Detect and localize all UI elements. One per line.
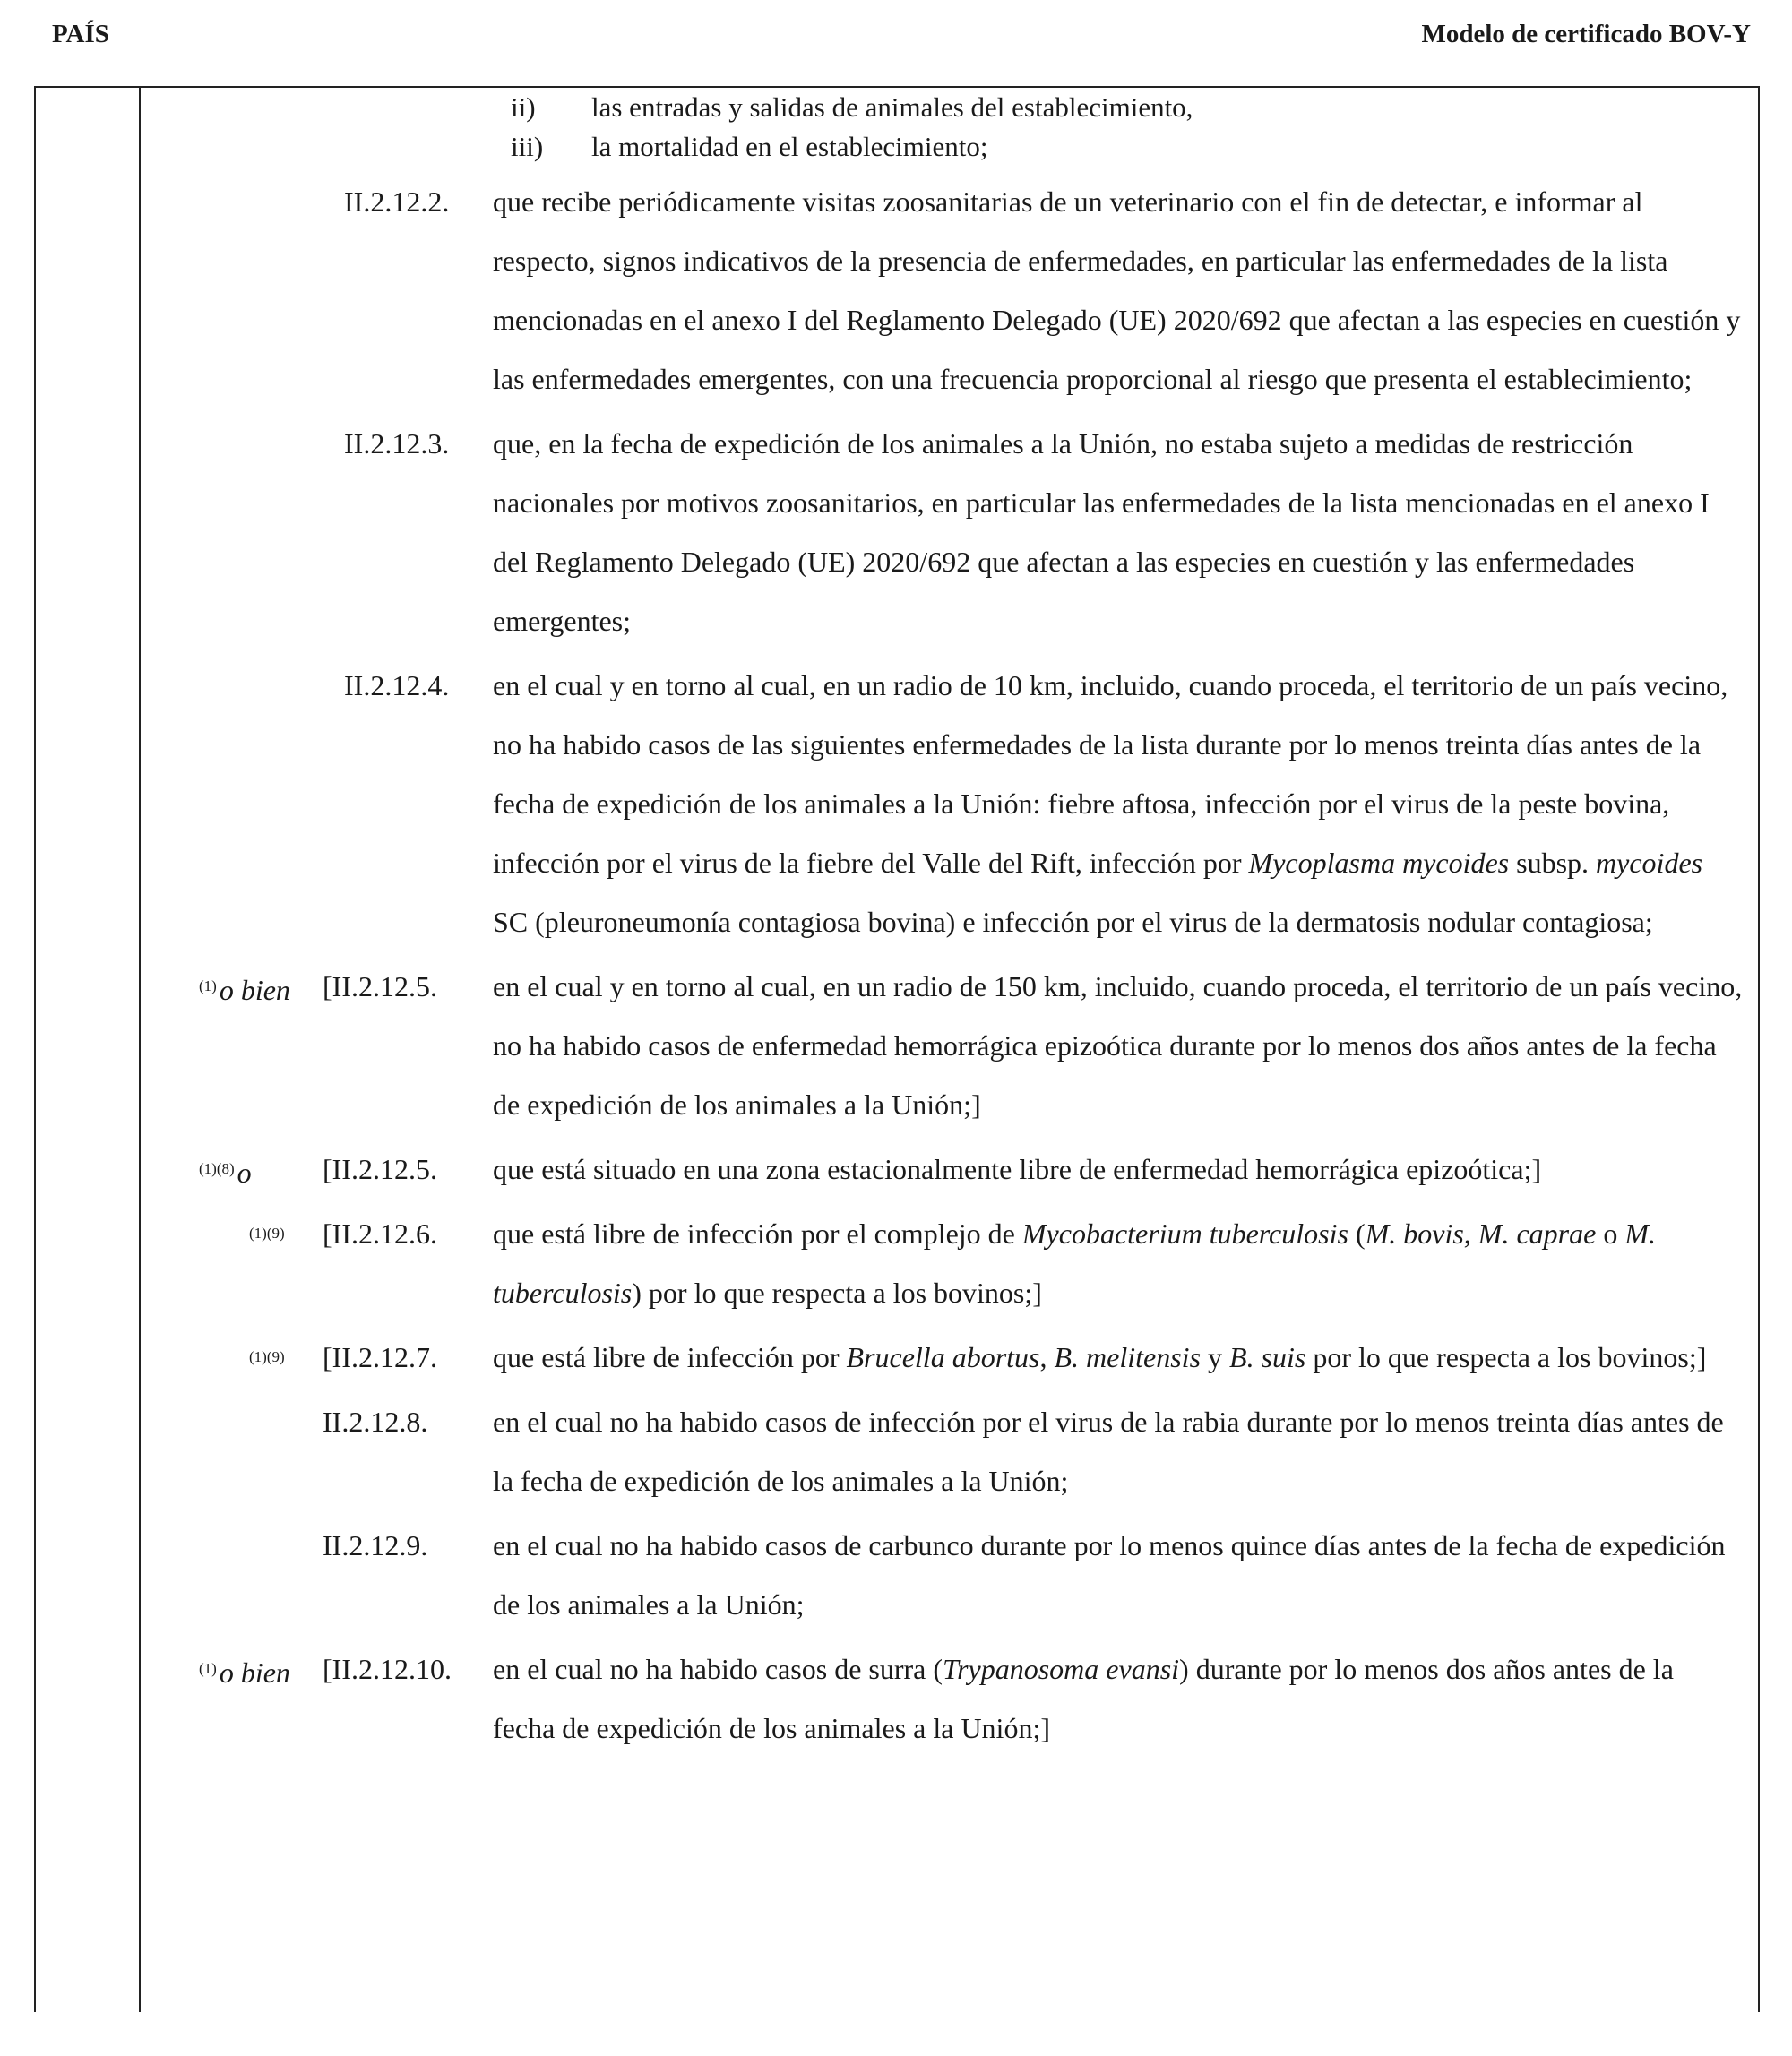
- footnote-ref: (1): [199, 977, 217, 994]
- clause-row: [0, 1516, 1792, 1634]
- footnote-ref: (1): [199, 1660, 217, 1677]
- clause-row: [0, 1204, 1792, 1322]
- clause-row: [0, 1392, 1792, 1510]
- clause-text: en el cual y en torno al cual, en un radio de 10 km, incluido, cuando proceda, el territorio de un país vecino, no ha habido casos de las siguientes enfermedades de la lista durante por lo menos treinta días antes de la fecha de expedición de los animales a la Unión: fiebre aftosa, infección por el virus de la peste bovina, infección por el virus de la fiebre del Valle del Rift, infección por Mycoplasma mycoides subsp. mycoides SC (pleuroneumonía contagiosa bovina) e infección por el virus de la dermatosis nodular contagiosa;: [493, 669, 1728, 938]
- header-model: Modelo de certificado BOV-Y: [1421, 20, 1751, 48]
- clause-text: que, en la fecha de expedición de los animales a la Unión, no estaba sujeto a medidas de restricción nacionales por motivos zoosanitarios, en particular las enfermedades de la lista mencionadas en el anexo I del Reglamento Delegado (UE) 2020/692 que afectan a las especies en cuestión y las enfermedades emergentes;: [493, 427, 1710, 637]
- clause-number: [II.2.12.5.: [323, 970, 437, 1002]
- footnote-ref: (1)(9): [249, 1225, 285, 1242]
- clause-row: [0, 656, 1792, 951]
- clause-row: [0, 957, 1792, 1134]
- subitem-number: ii): [511, 91, 536, 123]
- clause-text: en el cual no ha habido casos de carbunco durante por lo menos quince días antes de la fecha de expedición de los animales a la Unión;: [493, 1529, 1726, 1621]
- clause-text: en el cual y en torno al cual, en un radio de 150 km, incluido, cuando proceda, el territorio de un país vecino, no ha habido casos de enfermedad hemorrágica epizoótica durante por lo menos dos años antes de la fecha de expedición de los animales a la Unión;]: [493, 970, 1743, 1121]
- subitem-text: las entradas y salidas de animales del establecimiento,: [591, 91, 1193, 123]
- clause-text: en el cual no ha habido casos de infección por el virus de la rabia durante por lo menos treinta días antes de la fecha de expedición de los animales a la Unión;: [493, 1406, 1724, 1497]
- option-marker: $^{(1)(8)}$o: [199, 1157, 252, 1189]
- clause-number: [II.2.12.5.: [323, 1153, 437, 1185]
- clause-text: en el cual no ha habido casos de surra (Trypanosoma evansi) durante por lo menos dos años antes de la fecha de expedición de los animales a la Unión;]: [493, 1653, 1674, 1744]
- clause-text: que está situado en una zona estacionalmente libre de enfermedad hemorrágica epizoótica;]: [493, 1153, 1542, 1185]
- clause-number: II.2.12.4.: [344, 669, 450, 701]
- footnote-ref: (1)(8): [199, 1160, 235, 1177]
- clause-number: [II.2.12.6.: [323, 1217, 437, 1250]
- clause-number: [II.2.12.10.: [323, 1653, 452, 1685]
- clause-number: II.2.12.8.: [323, 1406, 428, 1438]
- subitem-row: [0, 88, 1792, 127]
- clause-row: [0, 1328, 1792, 1387]
- clause-row: [0, 414, 1792, 650]
- footnote-ref: (1)(9): [249, 1348, 285, 1365]
- clause-row: [0, 172, 1792, 409]
- clause-number: II.2.12.3.: [344, 427, 450, 460]
- subitem-row: [0, 127, 1792, 167]
- clause-row: [0, 1639, 1792, 1758]
- option-marker: $^{(1)}$o bien: [199, 974, 290, 1006]
- clause-number: II.2.12.9.: [323, 1529, 428, 1561]
- clause-text: que está libre de infección por Brucella abortus, B. melitensis y B. suis por lo que respecta a los bovinos;]: [493, 1341, 1707, 1373]
- header-country: PAÍS: [52, 20, 109, 48]
- clause-number: II.2.12.2.: [344, 185, 450, 218]
- subitem-text: la mortalidad en el establecimiento;: [591, 131, 988, 162]
- option-marker: $^{(1)}$o bien: [199, 1656, 290, 1689]
- clause-text: que está libre de infección por el complejo de Mycobacterium tuberculosis (M. bovis, M. caprae o M. tuberculosis) por lo que respecta a los bovinos;]: [493, 1217, 1656, 1309]
- clause-text: que recibe periódicamente visitas zoosanitarias de un veterinario con el fin de detectar, e informar al respecto, signos indicativos de la presencia de enfermedades, en particular las enfermedades de la lista mencionadas en el anexo I del Reglamento Delegado (UE) 2020/692 que afectan a las especies en cuestión y las enfermedades emergentes, con una frecuencia proporcional al riesgo que presenta el establecimiento;: [493, 185, 1741, 395]
- certificate-body: [0, 88, 1792, 1758]
- subitem-number: iii): [511, 131, 544, 162]
- clause-row: [0, 1140, 1792, 1199]
- clause-number: [II.2.12.7.: [323, 1341, 437, 1373]
